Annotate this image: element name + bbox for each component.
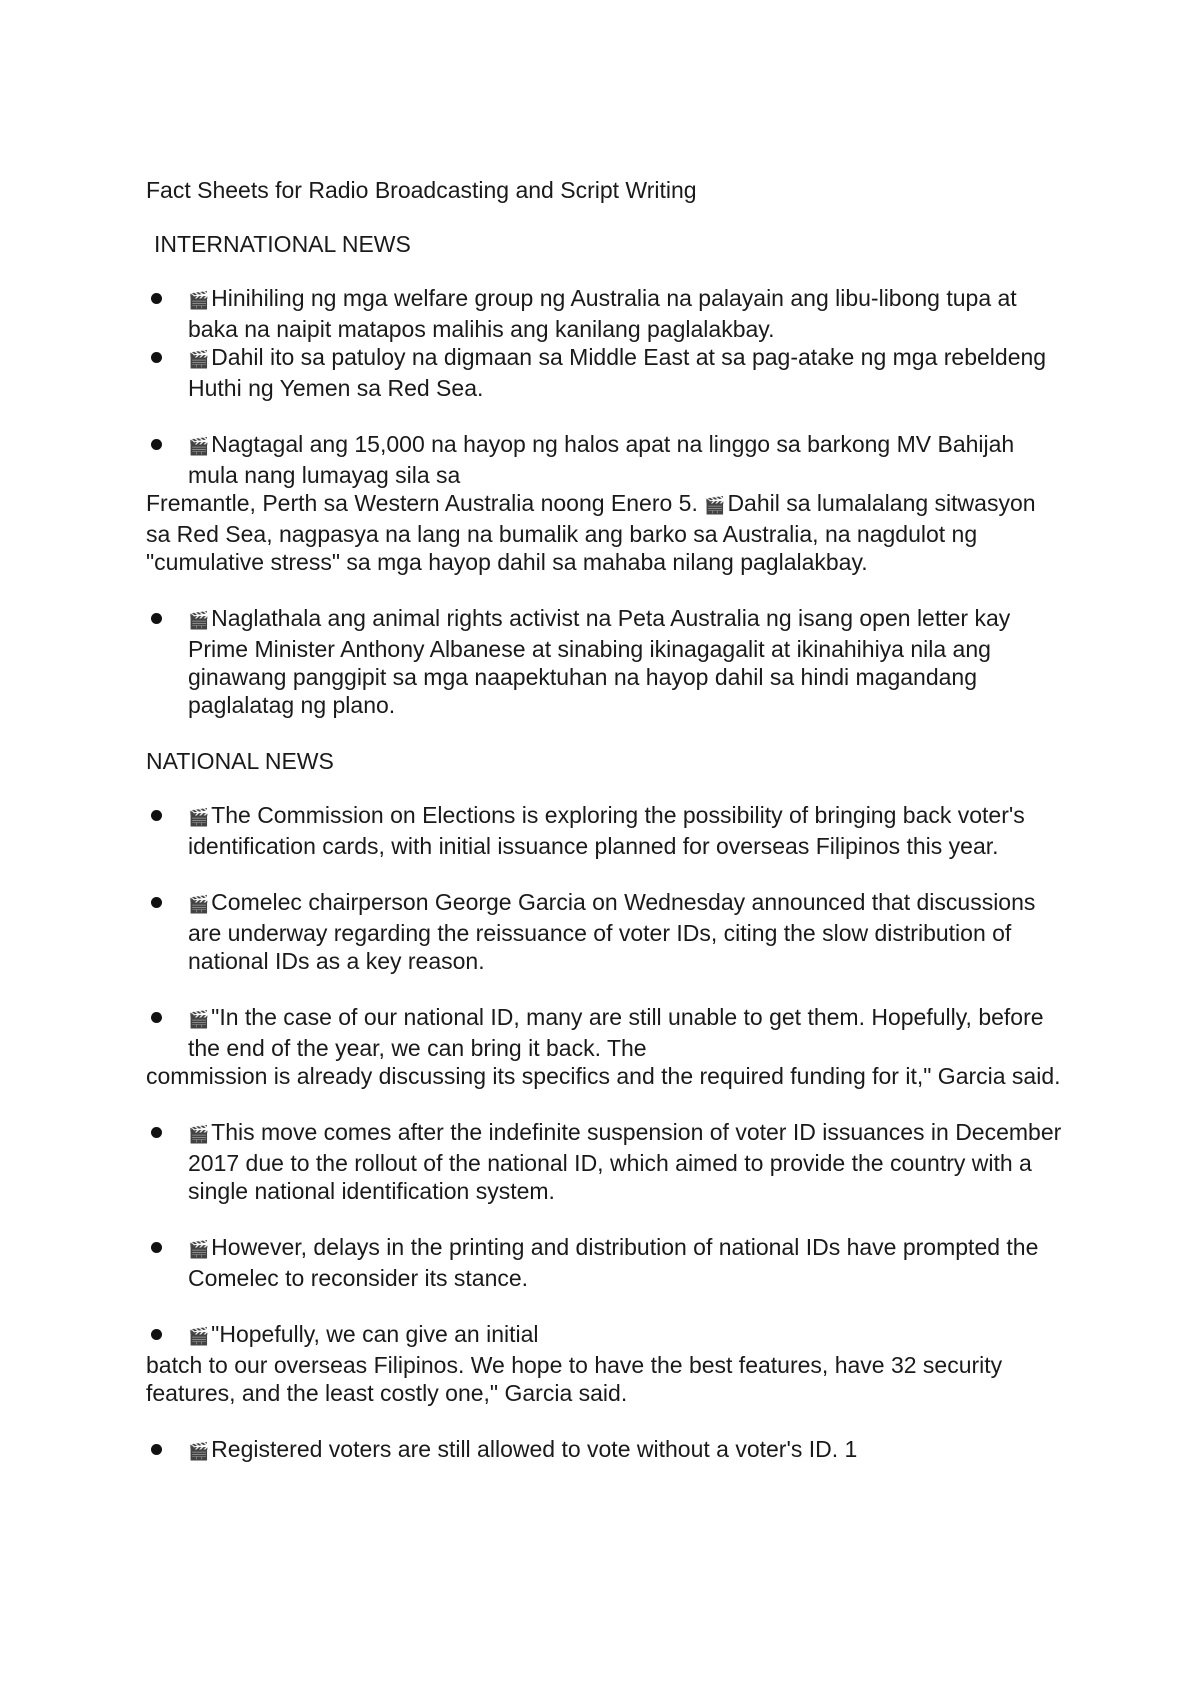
list-item-text: Nagtagal ang 15,000 na hayop ng halos apat na linggo sa barkong MV Bahijah mula nang lumayag sila sa <box>188 431 1015 488</box>
continuation-text: Dahil sa lumalalang sitwasyon sa Red Sea, nagpasya na lang na bumalik ang barko sa Australia, na nagdulot ng "cumulative stress" sa mga hayop dahil sa mahaba nilang paglalakbay. <box>146 490 1036 575</box>
bullet-dot <box>151 293 162 304</box>
continuation-paragraph: batch to our overseas Filipinos. We hope to have the best features, have 32 security features, and the least costly one," Garcia said. <box>146 1352 1003 1406</box>
bullet-dot <box>151 1444 162 1455</box>
list-item <box>146 1233 1066 1292</box>
clapperboard-icon: 🎬 <box>188 291 210 311</box>
bullet-dot <box>151 1012 162 1023</box>
list-item <box>146 1320 1066 1351</box>
clapperboard-icon: 🎬 <box>188 1125 210 1145</box>
bullet-dot <box>151 1329 162 1340</box>
bullet-dot <box>151 897 162 908</box>
clapperboard-icon: 🎬 <box>188 1240 210 1260</box>
international-news-heading: INTERNATIONAL NEWS <box>154 231 411 257</box>
clapperboard-icon: 🎬 <box>188 437 210 457</box>
clapperboard-icon: 🎬 <box>188 808 210 828</box>
international-news-list-continued <box>146 604 1066 719</box>
document-title: Fact Sheets for Radio Broadcasting and Script Writing <box>146 177 697 203</box>
continuation-paragraph: commission is already discussing its specifics and the required funding for it," Garcia said. <box>146 1063 1061 1089</box>
continuation-text: Fremantle, Perth sa Western Australia noong Enero 5. <box>146 490 705 516</box>
list-item-text: "Hopefully, we can give an initial <box>211 1321 539 1347</box>
clapperboard-icon: 🎬 <box>188 895 210 915</box>
bullet-dot <box>151 1242 162 1253</box>
list-item <box>146 430 1066 489</box>
list-item-text: The Commission on Elections is exploring the possibility of bringing back voter's identification cards, with initial issuance planned for overseas Filipinos this year. <box>188 802 1025 859</box>
list-item <box>146 604 1066 719</box>
list-item-text: "In the case of our national ID, many are still unable to get them. Hopefully, before the end of the year, we can bring it back. The <box>188 1004 1044 1061</box>
list-item-text: Hinihiling ng mga welfare group ng Australia na palayain ang libu-libong tupa at baka na naipit matapos malihis ang kanilang paglalakbay. <box>188 285 1017 342</box>
bullet-dot <box>151 352 162 363</box>
clapperboard-icon: 🎬 <box>188 350 210 370</box>
list-item <box>146 284 1066 343</box>
list-item-text: Dahil ito sa patuloy na digmaan sa Middle East at sa pag-atake ng mga rebeldeng Huthi ng Yemen sa Red Sea. <box>188 344 1047 401</box>
bullet-dot <box>151 1127 162 1138</box>
national-news-list <box>146 801 1066 1062</box>
national-news-list-continued <box>146 1118 1066 1351</box>
clapperboard-icon: 🎬 <box>188 611 210 631</box>
list-item-text: Naglathala ang animal rights activist na Peta Australia ng isang open letter kay Prime Minister Anthony Albanese at sinabing ikinagagalit at ikinahihiya nila ang ginawang panggipit sa mga naapektuhan na hayop dahil sa hindi magandang paglalatag ng plano. <box>188 605 1011 718</box>
clapperboard-icon: 🎬 <box>704 496 726 516</box>
list-item <box>146 801 1066 860</box>
national-news-list-final <box>146 1435 1066 1466</box>
list-item <box>146 1435 1066 1466</box>
clapperboard-icon: 🎬 <box>188 1327 210 1347</box>
bullet-dot <box>151 439 162 450</box>
bullet-dot <box>151 810 162 821</box>
list-item-text: Comelec chairperson George Garcia on Wednesday announced that discussions are underway regarding the reissuance of voter IDs, citing the slow distribution of national IDs as a key reason. <box>188 889 1036 974</box>
clapperboard-icon: 🎬 <box>188 1442 210 1462</box>
clapperboard-icon: 🎬 <box>188 1010 210 1030</box>
list-item <box>146 1003 1066 1062</box>
list-item <box>146 1118 1066 1205</box>
list-item-text: However, delays in the printing and distribution of national IDs have prompted the Comelec to reconsider its stance. <box>188 1234 1039 1291</box>
national-news-heading: NATIONAL NEWS <box>146 748 334 774</box>
list-item <box>146 343 1066 402</box>
continuation-paragraph <box>146 489 1066 576</box>
list-item <box>146 888 1066 975</box>
document-page <box>146 176 1066 1466</box>
list-item-text: Registered voters are still allowed to vote without a voter's ID. 1 <box>211 1436 858 1462</box>
international-news-list <box>146 284 1066 489</box>
bullet-dot <box>151 613 162 624</box>
list-item-text: This move comes after the indefinite suspension of voter ID issuances in December 2017 due to the rollout of the national ID, which aimed to provide the country with a single national identification system. <box>188 1119 1062 1204</box>
